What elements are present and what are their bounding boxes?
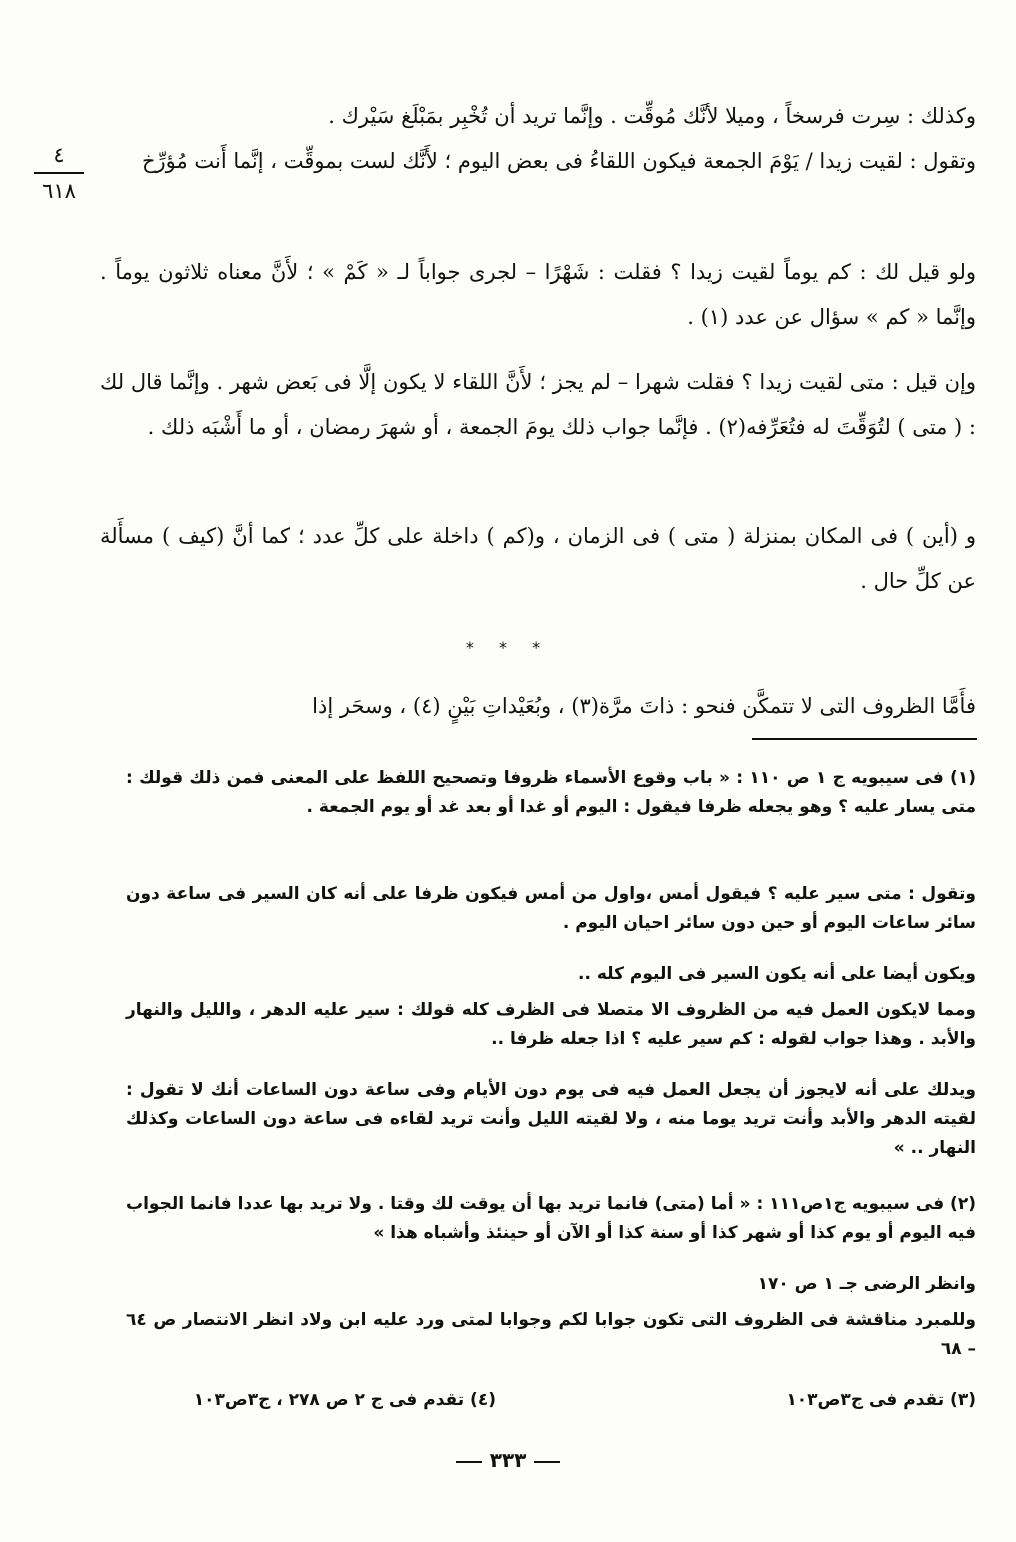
paragraph-4 bbox=[100, 360, 976, 450]
paragraph-3 bbox=[100, 250, 976, 340]
footnote-text: (٢) فى سيبويه ج١ص١١١ : « أما (متى) فانما تريد بها أن يوقت لك وقتا . ولا تريد بها عددا فانما الجواب فيه اليوم أو يوم كذا أو شهر كذا أو سنة كذا أو الآن أو حينئذ وأشباه هذا » bbox=[126, 1194, 976, 1243]
page-number-dash bbox=[534, 1461, 560, 1463]
page-number-dash bbox=[456, 1461, 482, 1463]
paragraph-text: و (أين ) فى المكان بمنزلة ( متى ) فى الزمان ، و(كم ) داخلة على كلِّ عدد ؛ كما أنَّ (كيف ) مسأَلة عن كلِّ حال . bbox=[100, 524, 976, 593]
page-number bbox=[0, 1448, 1016, 1472]
footnote-1 bbox=[126, 764, 976, 822]
paragraph-5 bbox=[100, 514, 976, 604]
paragraph-2 bbox=[100, 139, 976, 184]
paragraph-text: ولو قيل لك : كم يوماً لقيت زيدا ؟ فقلت : شَهْرًا – لجرى جواباً لـ « كَمْ » ؛ لأَنَّ معناه ثلاثون يوماً . وإنَّما « كم » سؤال عن عدد (١) . bbox=[100, 260, 976, 329]
footnote-text: (١) فى سيبويه ج ١ ص ١١٠ : « باب وقوع الأسماء ظروفا وتصحيح اللفظ على المعنى فمن ذلك قولك : متى يسار عليه ؟ وهو يجعله ظرفا فيقول : اليوم أو غدا أو بعد غد أو يوم الجمعة . bbox=[126, 768, 976, 817]
footnote-divider bbox=[752, 738, 977, 740]
paragraph-1 bbox=[100, 94, 976, 139]
footnote-text: ويدلك على أنه لايجوز أن يجعل العمل فيه فى يوم دون الأيام وفى ساعة دون الساعات أنك لا تقول : لقيته الدهر والأبد وأنت تريد يوما منه ، ولا لقيته الليل وأنت تريد لقاءه فى ساعة دون الساعات وكذلك النهار .. » bbox=[126, 1080, 976, 1158]
margin-ref-top: ٤ bbox=[53, 143, 65, 167]
footnote-1-continued bbox=[126, 880, 976, 938]
page-number-value: ٣٣٣ bbox=[489, 1448, 527, 1472]
footnote-2 bbox=[126, 1190, 976, 1248]
paragraph-text: وتقول : لقيت زيدا / يَوْمَ الجمعة فيكون اللقاءُ فى بعض اليوم ؛ لأَنَّك لست بموقِّت ، إنَّما أَنت مُؤرِّخ bbox=[141, 149, 976, 173]
footnote-3: (٣) تقدم فى ج٣ص١٠٣ bbox=[786, 1390, 976, 1410]
margin-reference bbox=[26, 142, 92, 204]
paragraph-6 bbox=[100, 684, 976, 729]
paragraph-text: وإن قيل : متى لقيت زيدا ؟ فقلت شهرا – لم يجز ؛ لأَنَّ اللقاء لا يكون إلَّا فى بَعض شهر . وإنَّما قال لك : ( متى ) لتُوَقِّتَ له فتُعَرِّفه(٢) . فإنَّما جواب ذلك يومَ الجمعة ، أو شهرَ رمضان ، أو ما أَشْبَه ذلك . bbox=[100, 370, 976, 439]
footnote-2-continued bbox=[126, 1270, 976, 1299]
paragraph-text: فأَمَّا الظروف التى لا تتمكَّن فنحو : ذاتَ مرَّة(٣) ، وبُعَيْداتِ بَيْنٍ (٤) ، وسحَر إذا bbox=[312, 694, 976, 718]
paragraph-text: وكذلك : سِرت فرسخاً ، وميلا لأنَّك مُوقِّت . وإنَّما تريد أن تُخْبِر بمَبْلَغ سَيْرك . bbox=[328, 104, 976, 128]
section-separator: * * * bbox=[465, 638, 551, 657]
footnote-text: وتقول : متى سير عليه ؟ فيقول أمس ،واول من أمس فيكون ظرفا على أنه كان السير فى ساعة دون سائر ساعات اليوم أو حين دون سائر احيان اليوم . bbox=[126, 884, 976, 933]
footnote-text: وللمبرد مناقشة فى الظروف التى تكون جوابا لكم وجوابا لمتى ورد عليه ابن ولاد انظر الانتصار ص ٦٤ – ٦٨ bbox=[126, 1310, 976, 1359]
footnote-4: (٤) تقدم فى ج ٢ ص ٢٧٨ ، ج٣ص١٠٣ bbox=[193, 1390, 496, 1410]
footnote-1-continued bbox=[126, 1076, 976, 1163]
footnote-2-continued bbox=[126, 1306, 976, 1364]
footnote-text: وانظر الرضى جـ ١ ص ١٧٠ bbox=[757, 1274, 976, 1294]
footnote-1-continued bbox=[126, 996, 976, 1054]
margin-ref-bottom: ٦١٨ bbox=[42, 179, 76, 203]
footnote-text: ومما لايكون العمل فيه من الظروف الا متصلا فى الظرف كله قولك : سير عليه الدهر ، والليل والنهار والأبد . وهذا جواب لقوله : كم سير عليه ؟ اذا جعله ظرفا .. bbox=[126, 1000, 976, 1049]
margin-ref-rule bbox=[34, 172, 84, 174]
footnote-1-continued bbox=[126, 960, 976, 989]
footnote-text: ويكون أيضا على أنه يكون السير فى اليوم كله .. bbox=[578, 964, 976, 984]
